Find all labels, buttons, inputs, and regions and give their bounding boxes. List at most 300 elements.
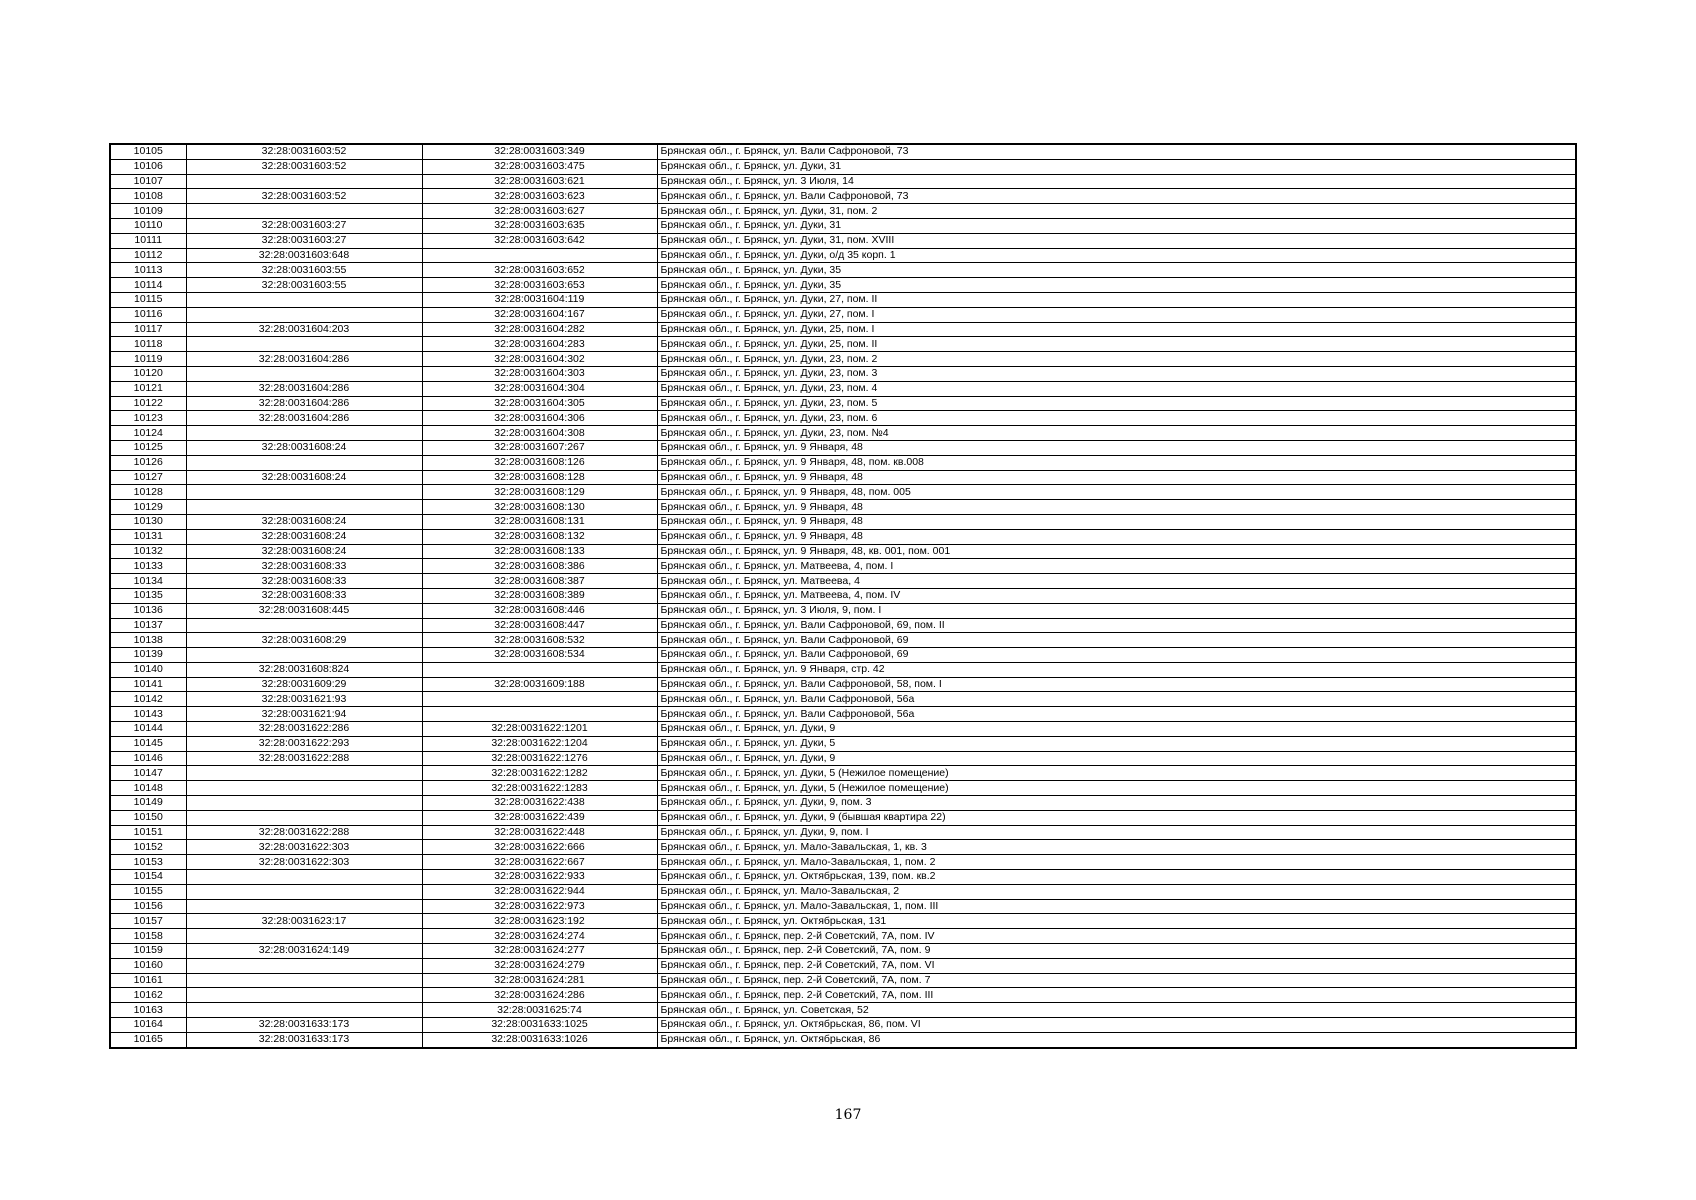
row-number-cell: 10124 bbox=[110, 426, 186, 441]
address-cell: Брянская обл., г. Брянск, ул. Вали Сафроновой, 69 bbox=[657, 648, 1576, 663]
parent-cadastral-number-cell: 32:28:0031604:286 bbox=[186, 411, 422, 426]
parent-cadastral-number-cell: 32:28:0031633:173 bbox=[186, 1018, 422, 1033]
table-row bbox=[110, 958, 1576, 973]
cadastral-number-cell: 32:28:0031604:306 bbox=[422, 411, 657, 426]
cadastral-number-cell: 32:28:0031633:1026 bbox=[422, 1032, 657, 1047]
table-row bbox=[110, 899, 1576, 914]
table-row bbox=[110, 248, 1576, 263]
address-cell: Брянская обл., г. Брянск, ул. Дуки, 25, пом. II bbox=[657, 337, 1576, 352]
address-cell: Брянская обл., г. Брянск, ул. Дуки, 5 (Нежилое помещение) bbox=[657, 781, 1576, 796]
parent-cadastral-number-cell: 32:28:0031608:24 bbox=[186, 529, 422, 544]
cadastral-number-cell: 32:28:0031608:126 bbox=[422, 455, 657, 470]
table-row bbox=[110, 884, 1576, 899]
table-row bbox=[110, 529, 1576, 544]
cadastral-number-cell: 32:28:0031633:1025 bbox=[422, 1018, 657, 1033]
address-cell: Брянская обл., г. Брянск, ул. Дуки, 9 bbox=[657, 722, 1576, 737]
cadastral-number-cell: 32:28:0031603:475 bbox=[422, 159, 657, 174]
cadastral-number-cell: 32:28:0031622:1283 bbox=[422, 781, 657, 796]
address-cell: Брянская обл., г. Брянск, ул. Дуки, 23, пом. 6 bbox=[657, 411, 1576, 426]
address-cell: Брянская обл., г. Брянск, ул. 3 Июля, 14 bbox=[657, 174, 1576, 189]
table-row bbox=[110, 840, 1576, 855]
cadastral-number-cell: 32:28:0031622:933 bbox=[422, 870, 657, 885]
address-cell: Брянская обл., г. Брянск, ул. Советская, 52 bbox=[657, 1003, 1576, 1018]
row-number-cell: 10120 bbox=[110, 366, 186, 381]
table-row bbox=[110, 870, 1576, 885]
table-row bbox=[110, 189, 1576, 204]
cadastral-number-cell: 32:28:0031604:119 bbox=[422, 292, 657, 307]
parent-cadastral-number-cell bbox=[186, 307, 422, 322]
cadastral-number-cell: 32:28:0031603:621 bbox=[422, 174, 657, 189]
table-row bbox=[110, 455, 1576, 470]
parent-cadastral-number-cell: 32:28:0031609:29 bbox=[186, 677, 422, 692]
row-number-cell: 10158 bbox=[110, 929, 186, 944]
parent-cadastral-number-cell: 32:28:0031608:24 bbox=[186, 440, 422, 455]
row-number-cell: 10162 bbox=[110, 988, 186, 1003]
row-number-cell: 10130 bbox=[110, 514, 186, 529]
parent-cadastral-number-cell: 32:28:0031603:52 bbox=[186, 144, 422, 159]
address-cell: Брянская обл., г. Брянск, ул. 9 Января, 48 bbox=[657, 500, 1576, 515]
cadastral-number-cell: 32:28:0031625:74 bbox=[422, 1003, 657, 1018]
cadastral-number-cell bbox=[422, 707, 657, 722]
address-cell: Брянская обл., г. Брянск, ул. 9 Января, 48 bbox=[657, 440, 1576, 455]
row-number-cell: 10113 bbox=[110, 263, 186, 278]
address-cell: Брянская обл., г. Брянск, ул. Мало-Завальская, 2 bbox=[657, 884, 1576, 899]
parent-cadastral-number-cell bbox=[186, 810, 422, 825]
parent-cadastral-number-cell: 32:28:0031633:173 bbox=[186, 1032, 422, 1047]
row-number-cell: 10136 bbox=[110, 603, 186, 618]
cadastral-number-cell: 32:28:0031603:653 bbox=[422, 278, 657, 293]
row-number-cell: 10133 bbox=[110, 559, 186, 574]
cadastral-number-cell: 32:28:0031604:304 bbox=[422, 381, 657, 396]
row-number-cell: 10123 bbox=[110, 411, 186, 426]
row-number-cell: 10141 bbox=[110, 677, 186, 692]
row-number-cell: 10154 bbox=[110, 870, 186, 885]
table-row bbox=[110, 500, 1576, 515]
address-cell: Брянская обл., г. Брянск, ул. Октябрьская, 86, пом. VI bbox=[657, 1018, 1576, 1033]
row-number-cell: 10116 bbox=[110, 307, 186, 322]
table-row bbox=[110, 485, 1576, 500]
row-number-cell: 10105 bbox=[110, 144, 186, 159]
table-row bbox=[110, 796, 1576, 811]
cadastral-number-cell: 32:28:0031603:627 bbox=[422, 204, 657, 219]
parent-cadastral-number-cell: 32:28:0031622:303 bbox=[186, 855, 422, 870]
parent-cadastral-number-cell: 32:28:0031621:94 bbox=[186, 707, 422, 722]
table-row bbox=[110, 1003, 1576, 1018]
table-row bbox=[110, 914, 1576, 929]
row-number-cell: 10144 bbox=[110, 722, 186, 737]
parent-cadastral-number-cell bbox=[186, 485, 422, 500]
row-number-cell: 10126 bbox=[110, 455, 186, 470]
address-cell: Брянская обл., г. Брянск, ул. Октябрьская, 139, пом. кв.2 bbox=[657, 870, 1576, 885]
address-cell: Брянская обл., г. Брянск, ул. Дуки, 27, пом. II bbox=[657, 292, 1576, 307]
table-row bbox=[110, 574, 1576, 589]
row-number-cell: 10165 bbox=[110, 1032, 186, 1047]
parent-cadastral-number-cell bbox=[186, 500, 422, 515]
table-row bbox=[110, 159, 1576, 174]
cadastral-number-cell: 32:28:0031609:188 bbox=[422, 677, 657, 692]
parent-cadastral-number-cell: 32:28:0031624:149 bbox=[186, 944, 422, 959]
address-cell: Брянская обл., г. Брянск, ул. Вали Сафроновой, 69, пом. II bbox=[657, 618, 1576, 633]
parent-cadastral-number-cell bbox=[186, 455, 422, 470]
address-cell: Брянская обл., г. Брянск, ул. Дуки, о/д 35 корп. 1 bbox=[657, 248, 1576, 263]
address-cell: Брянская обл., г. Брянск, пер. 2-й Советский, 7А, пом. VI bbox=[657, 958, 1576, 973]
address-cell: Брянская обл., г. Брянск, пер. 2-й Советский, 7А, пом. 9 bbox=[657, 944, 1576, 959]
address-cell: Брянская обл., г. Брянск, ул. Дуки, 23, пом. 4 bbox=[657, 381, 1576, 396]
row-number-cell: 10137 bbox=[110, 618, 186, 633]
parent-cadastral-number-cell: 32:28:0031622:288 bbox=[186, 825, 422, 840]
parent-cadastral-number-cell: 32:28:0031608:24 bbox=[186, 470, 422, 485]
parent-cadastral-number-cell: 32:28:0031604:286 bbox=[186, 396, 422, 411]
parent-cadastral-number-cell: 32:28:0031623:17 bbox=[186, 914, 422, 929]
address-cell: Брянская обл., г. Брянск, ул. Вали Сафроновой, 73 bbox=[657, 144, 1576, 159]
row-number-cell: 10138 bbox=[110, 633, 186, 648]
address-cell: Брянская обл., г. Брянск, ул. Матвеева, 4, пом. I bbox=[657, 559, 1576, 574]
table-row bbox=[110, 426, 1576, 441]
parent-cadastral-number-cell: 32:28:0031622:286 bbox=[186, 722, 422, 737]
row-number-cell: 10139 bbox=[110, 648, 186, 663]
row-number-cell: 10148 bbox=[110, 781, 186, 796]
address-cell: Брянская обл., г. Брянск, ул. Дуки, 9, пом. 3 bbox=[657, 796, 1576, 811]
address-cell: Брянская обл., г. Брянск, ул. Дуки, 23, пом. 3 bbox=[657, 366, 1576, 381]
cadastral-number-cell: 32:28:0031608:130 bbox=[422, 500, 657, 515]
row-number-cell: 10135 bbox=[110, 588, 186, 603]
cadastral-number-cell: 32:28:0031608:132 bbox=[422, 529, 657, 544]
cadastral-number-cell: 32:28:0031608:387 bbox=[422, 574, 657, 589]
table-row bbox=[110, 144, 1576, 159]
parent-cadastral-number-cell: 32:28:0031608:445 bbox=[186, 603, 422, 618]
row-number-cell: 10153 bbox=[110, 855, 186, 870]
row-number-cell: 10115 bbox=[110, 292, 186, 307]
cadastral-table-body bbox=[110, 144, 1576, 1048]
cadastral-number-cell: 32:28:0031622:973 bbox=[422, 899, 657, 914]
address-cell: Брянская обл., г. Брянск, ул. Вали Сафроновой, 58, пом. I bbox=[657, 677, 1576, 692]
address-cell: Брянская обл., г. Брянск, ул. 9 Января, 48 bbox=[657, 514, 1576, 529]
table-row bbox=[110, 218, 1576, 233]
parent-cadastral-number-cell: 32:28:0031608:24 bbox=[186, 544, 422, 559]
cadastral-number-cell: 32:28:0031604:167 bbox=[422, 307, 657, 322]
parent-cadastral-number-cell bbox=[186, 292, 422, 307]
parent-cadastral-number-cell: 32:28:0031622:303 bbox=[186, 840, 422, 855]
address-cell: Брянская обл., г. Брянск, пер. 2-й Советский, 7А, пом. III bbox=[657, 988, 1576, 1003]
table-row bbox=[110, 751, 1576, 766]
cadastral-number-cell: 32:28:0031624:286 bbox=[422, 988, 657, 1003]
table-row bbox=[110, 855, 1576, 870]
parent-cadastral-number-cell: 32:28:0031622:293 bbox=[186, 736, 422, 751]
table-row bbox=[110, 352, 1576, 367]
row-number-cell: 10164 bbox=[110, 1018, 186, 1033]
cadastral-number-cell: 32:28:0031622:1276 bbox=[422, 751, 657, 766]
table-row bbox=[110, 988, 1576, 1003]
cadastral-number-cell: 32:28:0031603:642 bbox=[422, 233, 657, 248]
row-number-cell: 10110 bbox=[110, 218, 186, 233]
cadastral-number-cell: 32:28:0031608:532 bbox=[422, 633, 657, 648]
address-cell: Брянская обл., г. Брянск, ул. Мало-Завальская, 1, кв. 3 bbox=[657, 840, 1576, 855]
cadastral-number-cell: 32:28:0031608:131 bbox=[422, 514, 657, 529]
row-number-cell: 10143 bbox=[110, 707, 186, 722]
parent-cadastral-number-cell bbox=[186, 973, 422, 988]
parent-cadastral-number-cell bbox=[186, 204, 422, 219]
address-cell: Брянская обл., г. Брянск, ул. Дуки, 23, пом. 2 bbox=[657, 352, 1576, 367]
table-row bbox=[110, 514, 1576, 529]
cadastral-number-cell: 32:28:0031622:667 bbox=[422, 855, 657, 870]
parent-cadastral-number-cell: 32:28:0031621:93 bbox=[186, 692, 422, 707]
row-number-cell: 10160 bbox=[110, 958, 186, 973]
cadastral-number-cell: 32:28:0031604:282 bbox=[422, 322, 657, 337]
row-number-cell: 10152 bbox=[110, 840, 186, 855]
table-row bbox=[110, 973, 1576, 988]
table-row bbox=[110, 322, 1576, 337]
parent-cadastral-number-cell: 32:28:0031603:55 bbox=[186, 263, 422, 278]
address-cell: Брянская обл., г. Брянск, ул. Дуки, 27, пом. I bbox=[657, 307, 1576, 322]
parent-cadastral-number-cell: 32:28:0031608:33 bbox=[186, 588, 422, 603]
cadastral-number-cell: 32:28:0031608:133 bbox=[422, 544, 657, 559]
row-number-cell: 10111 bbox=[110, 233, 186, 248]
parent-cadastral-number-cell: 32:28:0031603:648 bbox=[186, 248, 422, 263]
cadastral-number-cell: 32:28:0031624:281 bbox=[422, 973, 657, 988]
parent-cadastral-number-cell: 32:28:0031603:27 bbox=[186, 233, 422, 248]
cadastral-number-cell: 32:28:0031604:305 bbox=[422, 396, 657, 411]
cadastral-number-cell: 32:28:0031624:274 bbox=[422, 929, 657, 944]
cadastral-number-cell bbox=[422, 662, 657, 677]
parent-cadastral-number-cell bbox=[186, 988, 422, 1003]
parent-cadastral-number-cell: 32:28:0031603:52 bbox=[186, 189, 422, 204]
address-cell: Брянская обл., г. Брянск, ул. Дуки, 31 bbox=[657, 218, 1576, 233]
address-cell: Брянская обл., г. Брянск, ул. Дуки, 9 bbox=[657, 751, 1576, 766]
row-number-cell: 10147 bbox=[110, 766, 186, 781]
row-number-cell: 10140 bbox=[110, 662, 186, 677]
table-row bbox=[110, 648, 1576, 663]
parent-cadastral-number-cell bbox=[186, 366, 422, 381]
address-cell: Брянская обл., г. Брянск, ул. Дуки, 23, пом. 5 bbox=[657, 396, 1576, 411]
address-cell: Брянская обл., г. Брянск, ул. Вали Сафроновой, 56а bbox=[657, 692, 1576, 707]
parent-cadastral-number-cell: 32:28:0031604:203 bbox=[186, 322, 422, 337]
table-row bbox=[110, 736, 1576, 751]
cadastral-number-cell: 32:28:0031622:1282 bbox=[422, 766, 657, 781]
address-cell: Брянская обл., г. Брянск, ул. 9 Января, 48, пом. кв.008 bbox=[657, 455, 1576, 470]
address-cell: Брянская обл., г. Брянск, ул. Вали Сафроновой, 56а bbox=[657, 707, 1576, 722]
row-number-cell: 10134 bbox=[110, 574, 186, 589]
table-row bbox=[110, 588, 1576, 603]
parent-cadastral-number-cell bbox=[186, 958, 422, 973]
row-number-cell: 10163 bbox=[110, 1003, 186, 1018]
cadastral-number-cell: 32:28:0031624:277 bbox=[422, 944, 657, 959]
address-cell: Брянская обл., г. Брянск, ул. Дуки, 23, пом. №4 bbox=[657, 426, 1576, 441]
address-cell: Брянская обл., г. Брянск, ул. 9 Января, 48 bbox=[657, 470, 1576, 485]
address-cell: Брянская обл., г. Брянск, ул. Дуки, 35 bbox=[657, 263, 1576, 278]
cadastral-number-cell: 32:28:0031622:438 bbox=[422, 796, 657, 811]
table-row bbox=[110, 1018, 1576, 1033]
cadastral-number-cell: 32:28:0031607:267 bbox=[422, 440, 657, 455]
row-number-cell: 10161 bbox=[110, 973, 186, 988]
parent-cadastral-number-cell bbox=[186, 929, 422, 944]
cadastral-number-cell: 32:28:0031624:279 bbox=[422, 958, 657, 973]
address-cell: Брянская обл., г. Брянск, ул. 9 Января, 48, пом. 005 bbox=[657, 485, 1576, 500]
table-row bbox=[110, 1032, 1576, 1047]
row-number-cell: 10122 bbox=[110, 396, 186, 411]
cadastral-number-cell: 32:28:0031622:944 bbox=[422, 884, 657, 899]
address-cell: Брянская обл., г. Брянск, ул. Матвеева, 4 bbox=[657, 574, 1576, 589]
address-cell: Брянская обл., г. Брянск, ул. Мало-Завальская, 1, пом. 2 bbox=[657, 855, 1576, 870]
parent-cadastral-number-cell bbox=[186, 899, 422, 914]
parent-cadastral-number-cell: 32:28:0031603:55 bbox=[186, 278, 422, 293]
row-number-cell: 10114 bbox=[110, 278, 186, 293]
parent-cadastral-number-cell bbox=[186, 870, 422, 885]
row-number-cell: 10159 bbox=[110, 944, 186, 959]
address-cell: Брянская обл., г. Брянск, ул. 9 Января, 48 bbox=[657, 529, 1576, 544]
cadastral-number-cell: 32:28:0031622:439 bbox=[422, 810, 657, 825]
row-number-cell: 10106 bbox=[110, 159, 186, 174]
table-row bbox=[110, 662, 1576, 677]
address-cell: Брянская обл., г. Брянск, ул. Вали Сафроновой, 73 bbox=[657, 189, 1576, 204]
parent-cadastral-number-cell bbox=[186, 618, 422, 633]
row-number-cell: 10119 bbox=[110, 352, 186, 367]
address-cell: Брянская обл., г. Брянск, ул. Дуки, 31, пом. XVIII bbox=[657, 233, 1576, 248]
cadastral-number-cell: 32:28:0031622:1201 bbox=[422, 722, 657, 737]
table-row bbox=[110, 204, 1576, 219]
row-number-cell: 10146 bbox=[110, 751, 186, 766]
table-row bbox=[110, 722, 1576, 737]
row-number-cell: 10145 bbox=[110, 736, 186, 751]
cadastral-number-cell: 32:28:0031604:283 bbox=[422, 337, 657, 352]
row-number-cell: 10149 bbox=[110, 796, 186, 811]
table-row bbox=[110, 470, 1576, 485]
cadastral-number-cell: 32:28:0031603:635 bbox=[422, 218, 657, 233]
table-row bbox=[110, 810, 1576, 825]
parent-cadastral-number-cell: 32:28:0031608:33 bbox=[186, 574, 422, 589]
address-cell: Брянская обл., г. Брянск, ул. Вали Сафроновой, 69 bbox=[657, 633, 1576, 648]
row-number-cell: 10117 bbox=[110, 322, 186, 337]
parent-cadastral-number-cell: 32:28:0031608:29 bbox=[186, 633, 422, 648]
cadastral-number-cell: 32:28:0031608:446 bbox=[422, 603, 657, 618]
address-cell: Брянская обл., г. Брянск, ул. Дуки, 25, пом. I bbox=[657, 322, 1576, 337]
address-cell: Брянская обл., г. Брянск, ул. Октябрьская, 86 bbox=[657, 1032, 1576, 1047]
table-row bbox=[110, 440, 1576, 455]
row-number-cell: 10125 bbox=[110, 440, 186, 455]
address-cell: Брянская обл., г. Брянск, ул. Дуки, 5 bbox=[657, 736, 1576, 751]
row-number-cell: 10118 bbox=[110, 337, 186, 352]
table-row bbox=[110, 692, 1576, 707]
row-number-cell: 10108 bbox=[110, 189, 186, 204]
cadastral-number-cell bbox=[422, 692, 657, 707]
cadastral-number-cell: 32:28:0031604:303 bbox=[422, 366, 657, 381]
parent-cadastral-number-cell bbox=[186, 648, 422, 663]
row-number-cell: 10156 bbox=[110, 899, 186, 914]
table-row bbox=[110, 929, 1576, 944]
table-row bbox=[110, 544, 1576, 559]
table-row bbox=[110, 174, 1576, 189]
address-cell: Брянская обл., г. Брянск, ул. Дуки, 35 bbox=[657, 278, 1576, 293]
table-row bbox=[110, 396, 1576, 411]
address-cell: Брянская обл., г. Брянск, ул. Октябрьская, 131 bbox=[657, 914, 1576, 929]
row-number-cell: 10121 bbox=[110, 381, 186, 396]
parent-cadastral-number-cell bbox=[186, 884, 422, 899]
row-number-cell: 10109 bbox=[110, 204, 186, 219]
row-number-cell: 10129 bbox=[110, 500, 186, 515]
table-row bbox=[110, 292, 1576, 307]
row-number-cell: 10142 bbox=[110, 692, 186, 707]
parent-cadastral-number-cell bbox=[186, 781, 422, 796]
table-row bbox=[110, 618, 1576, 633]
row-number-cell: 10127 bbox=[110, 470, 186, 485]
table-row bbox=[110, 278, 1576, 293]
row-number-cell: 10157 bbox=[110, 914, 186, 929]
parent-cadastral-number-cell bbox=[186, 426, 422, 441]
table-row bbox=[110, 766, 1576, 781]
parent-cadastral-number-cell: 32:28:0031608:824 bbox=[186, 662, 422, 677]
parent-cadastral-number-cell: 32:28:0031608:24 bbox=[186, 514, 422, 529]
address-cell: Брянская обл., г. Брянск, ул. Дуки, 31, пом. 2 bbox=[657, 204, 1576, 219]
table-row bbox=[110, 233, 1576, 248]
address-cell: Брянская обл., г. Брянск, ул. Дуки, 5 (Нежилое помещение) bbox=[657, 766, 1576, 781]
address-cell: Брянская обл., г. Брянск, пер. 2-й Советский, 7А, пом. 7 bbox=[657, 973, 1576, 988]
row-number-cell: 10132 bbox=[110, 544, 186, 559]
cadastral-number-cell: 32:28:0031603:652 bbox=[422, 263, 657, 278]
address-cell: Брянская обл., г. Брянск, ул. Дуки, 9 (бывшая квартира 22) bbox=[657, 810, 1576, 825]
parent-cadastral-number-cell bbox=[186, 337, 422, 352]
table-row bbox=[110, 559, 1576, 574]
cadastral-number-cell: 32:28:0031622:666 bbox=[422, 840, 657, 855]
cadastral-table bbox=[109, 143, 1577, 1049]
parent-cadastral-number-cell: 32:28:0031604:286 bbox=[186, 352, 422, 367]
cadastral-number-cell bbox=[422, 248, 657, 263]
cadastral-number-cell: 32:28:0031608:386 bbox=[422, 559, 657, 574]
table-row bbox=[110, 411, 1576, 426]
address-cell: Брянская обл., г. Брянск, пер. 2-й Советский, 7А, пом. IV bbox=[657, 929, 1576, 944]
cadastral-number-cell: 32:28:0031623:192 bbox=[422, 914, 657, 929]
parent-cadastral-number-cell bbox=[186, 1003, 422, 1018]
table-row bbox=[110, 825, 1576, 840]
table-row bbox=[110, 337, 1576, 352]
parent-cadastral-number-cell bbox=[186, 174, 422, 189]
cadastral-number-cell: 32:28:0031622:448 bbox=[422, 825, 657, 840]
address-cell: Брянская обл., г. Брянск, ул. Дуки, 9, пом. I bbox=[657, 825, 1576, 840]
table-row bbox=[110, 677, 1576, 692]
cadastral-number-cell: 32:28:0031604:302 bbox=[422, 352, 657, 367]
address-cell: Брянская обл., г. Брянск, ул. 9 Января, стр. 42 bbox=[657, 662, 1576, 677]
parent-cadastral-number-cell: 32:28:0031603:52 bbox=[186, 159, 422, 174]
row-number-cell: 10131 bbox=[110, 529, 186, 544]
table-row bbox=[110, 366, 1576, 381]
row-number-cell: 10128 bbox=[110, 485, 186, 500]
parent-cadastral-number-cell bbox=[186, 766, 422, 781]
table-row bbox=[110, 263, 1576, 278]
page-number: 167 bbox=[834, 1107, 862, 1123]
table-row bbox=[110, 707, 1576, 722]
cadastral-number-cell: 32:28:0031604:308 bbox=[422, 426, 657, 441]
row-number-cell: 10150 bbox=[110, 810, 186, 825]
cadastral-number-cell: 32:28:0031608:447 bbox=[422, 618, 657, 633]
parent-cadastral-number-cell: 32:28:0031622:288 bbox=[186, 751, 422, 766]
parent-cadastral-number-cell: 32:28:0031608:33 bbox=[186, 559, 422, 574]
cadastral-number-cell: 32:28:0031608:534 bbox=[422, 648, 657, 663]
row-number-cell: 10112 bbox=[110, 248, 186, 263]
row-number-cell: 10151 bbox=[110, 825, 186, 840]
cadastral-number-cell: 32:28:0031622:1204 bbox=[422, 736, 657, 751]
cadastral-number-cell: 32:28:0031603:623 bbox=[422, 189, 657, 204]
table-row bbox=[110, 781, 1576, 796]
parent-cadastral-number-cell: 32:28:0031604:286 bbox=[186, 381, 422, 396]
address-cell: Брянская обл., г. Брянск, ул. Дуки, 31 bbox=[657, 159, 1576, 174]
address-cell: Брянская обл., г. Брянск, ул. 9 Января, 48, кв. 001, пом. 001 bbox=[657, 544, 1576, 559]
parent-cadastral-number-cell: 32:28:0031603:27 bbox=[186, 218, 422, 233]
cadastral-number-cell: 32:28:0031608:389 bbox=[422, 588, 657, 603]
address-cell: Брянская обл., г. Брянск, ул. 3 Июля, 9, пом. I bbox=[657, 603, 1576, 618]
address-cell: Брянская обл., г. Брянск, ул. Мало-Завальская, 1, пом. III bbox=[657, 899, 1576, 914]
cadastral-number-cell: 32:28:0031608:128 bbox=[422, 470, 657, 485]
cadastral-number-cell: 32:28:0031608:129 bbox=[422, 485, 657, 500]
parent-cadastral-number-cell bbox=[186, 796, 422, 811]
cadastral-number-cell: 32:28:0031603:349 bbox=[422, 144, 657, 159]
